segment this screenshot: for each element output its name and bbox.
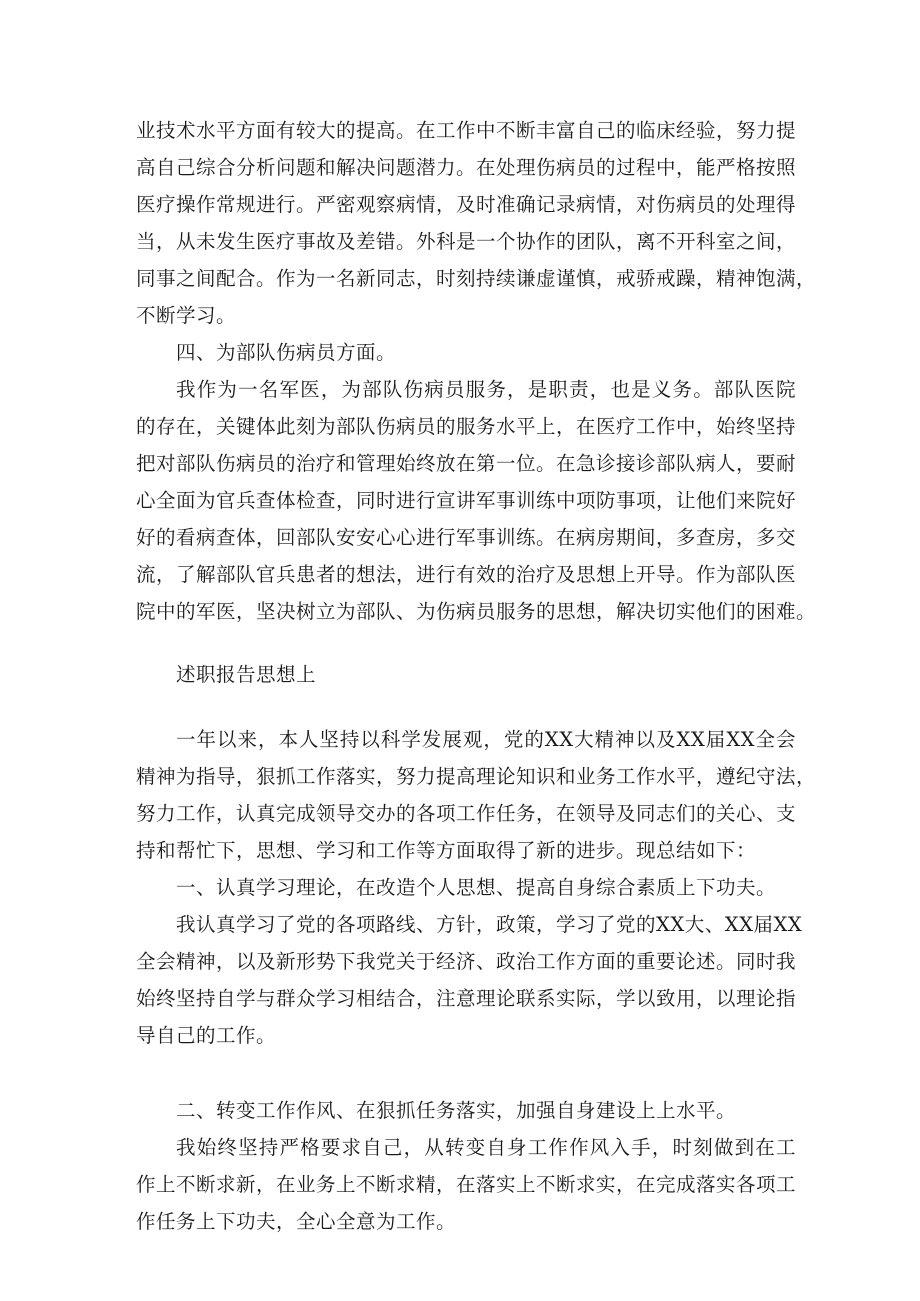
text-line: 心全面为官兵查体检查，同时进行宣讲军事训练中项防事项，让他们来院好	[136, 489, 797, 512]
text-line: 把对部队伤病员的治疗和管理始终放在第一位。在急诊接诊部队病人，要耐	[136, 452, 797, 475]
text-line: 我作为一名军医，为部队伤病员服务，是职责，也是义务。部队医院	[176, 378, 796, 401]
text-line: 好的看病查体，回部队安安心心进行军事训练。在病房期间，多查房，多交	[136, 526, 797, 549]
document-page	[136, 112, 817, 1240]
text-line: 作任务上下功夫，全心全意为工作。	[136, 1210, 457, 1233]
paragraph-clinical-skills	[136, 112, 817, 334]
text-line: 流，了解部队官兵患者的想法，进行有效的治疗及思想上开导。作为部队医	[136, 563, 797, 586]
text-line: 作上不断求新，在业务上不断求精，在落实上不断求实，在完成落实各项工	[136, 1173, 797, 1196]
text-line: 业技术水平方面有较大的提高。在工作中不断丰富自己的临床经验，努力提	[136, 119, 797, 142]
paragraph-military-service	[136, 371, 817, 630]
paragraph-work-style	[136, 1129, 796, 1240]
document-title: 述职报告思想上	[176, 663, 317, 686]
text-line: 院中的军医，坚决树立为部队、为伤病员服务的思想，解决切实他们的困难。	[136, 600, 817, 623]
text-line: 高自己综合分析问题和解决问题潜力。在处理伤病员的过程中，能严格按照	[136, 156, 797, 179]
paragraph-theory-study	[136, 906, 803, 1054]
text-line: 我认真学习了党的各项路线、方针，政策，学习了党的XX大、XX届XX	[176, 913, 803, 936]
text-line: 始终坚持自学与群众学习相结合，注意理论联系实际，学以致用，以理论指	[136, 987, 797, 1010]
text-line: 当，从未发生医疗事故及差错。外科是一个协作的团队，离不开科室之间，	[136, 230, 797, 253]
text-line: 我始终坚持严格要求自己，从转变自身工作作风入手，时刻做到在工	[176, 1136, 796, 1159]
section-heading-4: 四、为部队伤病员方面。	[176, 341, 397, 364]
text-line: 努力工作，认真完成领导交办的各项工作任务，在领导及同志们的关心、支	[136, 802, 797, 825]
text-line: 持和帮忙下，思想、学习和工作等方面取得了新的进步。现总结如下：	[136, 839, 757, 862]
section-heading-2: 二、转变工作作风、在狠抓任务落实，加强自身建设上上水平。	[176, 1099, 737, 1122]
text-line: 同事之间配合。作为一名新同志，时刻持续谦虚谨慎，戒骄戒躁，精神饱满，	[136, 267, 817, 290]
text-line: 全会精神，以及新形势下我党关于经济、政治工作方面的重要论述。同时我	[136, 950, 797, 973]
text-line: 精神为指导，狠抓工作落实，努力提高理论知识和业务工作水平，遵纪守法，	[136, 765, 817, 788]
paragraph-annual-summary	[136, 721, 817, 869]
section-heading-1: 一、认真学习理论，在改造个人思想、提高自身综合素质上下功夫。	[176, 876, 777, 899]
text-line: 不断学习。	[136, 304, 237, 327]
text-line: 医疗操作常规进行。严密观察病情，及时准确记录病情，对伤病员的处理得	[136, 193, 797, 216]
text-line: 的存在，关键体此刻为部队伤病员的服务水平上，在医疗工作中，始终坚持	[136, 415, 797, 438]
text-line: 一年以来，本人坚持以科学发展观，党的XX大精神以及XX届XX全会	[176, 728, 796, 751]
text-line: 导自己的工作。	[136, 1024, 277, 1047]
